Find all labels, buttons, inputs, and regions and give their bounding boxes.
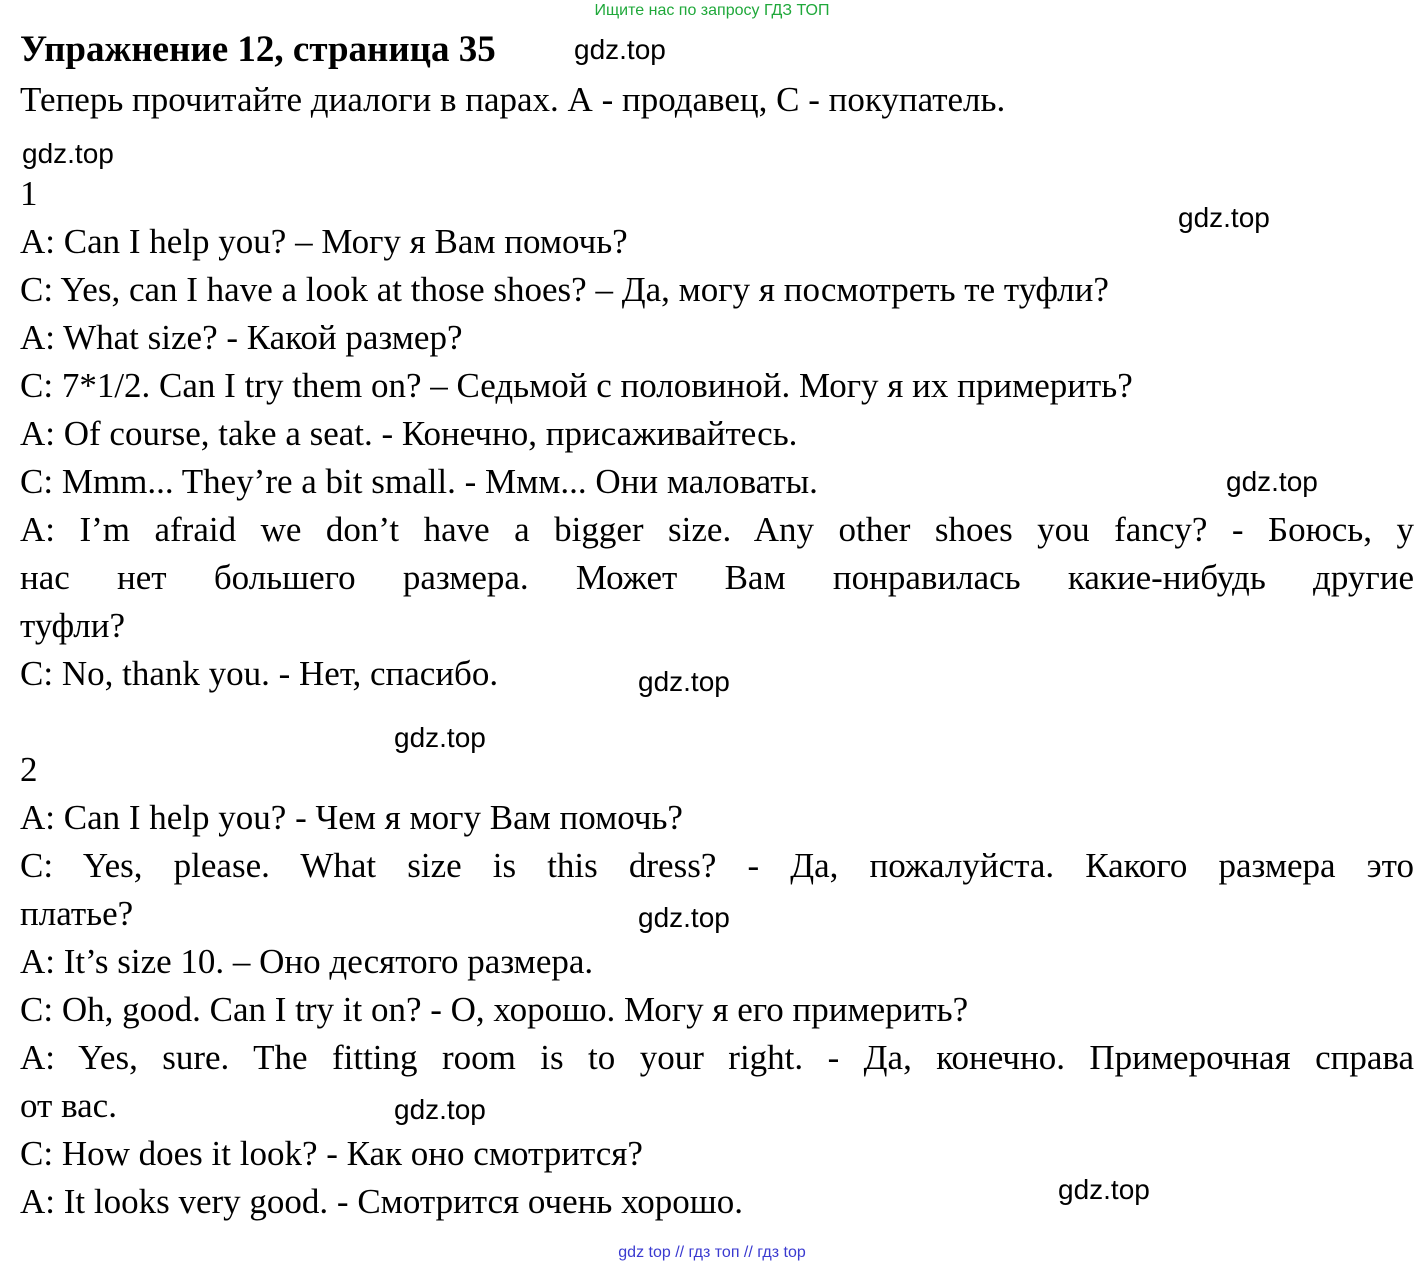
dialog-line: C: Yes, can I have a look at those shoes? – Да, могу я посмотреть те туфли? bbox=[20, 270, 1109, 309]
dialog-line: C: 7*1/2. Can I try them on? – Седьмой с половиной. Могу я их примерить? bbox=[20, 366, 1133, 405]
dialog-line: A: Can I help you? – Могу я Вам помочь? bbox=[20, 222, 628, 261]
watermark: gdz.top bbox=[1178, 202, 1270, 233]
watermark: gdz.top bbox=[1226, 466, 1318, 497]
dialog-line: C: How does it look? - Как оно смотрится? bbox=[20, 1134, 643, 1173]
dialog-line: C: No, thank you. - Нет, спасибо. bbox=[20, 654, 499, 693]
watermark: gdz.top bbox=[638, 666, 730, 697]
dialog-line: A: What size? - Какой размер? bbox=[20, 318, 463, 357]
dialog-line: A: I’m afraid we don’t have a bigger size. Any other shoes you fancy? - Боюсь, у bbox=[20, 510, 1414, 549]
dialog-line: C: Oh, good. Can I try it on? - О, хорошо. Могу я его примерить? bbox=[20, 990, 969, 1029]
dialog-2-number: 2 bbox=[20, 750, 38, 789]
dialog-line: платье? bbox=[20, 894, 134, 933]
instruction-text: Теперь прочитайте диалоги в парах. А - продавец, С - покупатель. bbox=[20, 80, 1006, 119]
watermark: gdz.top bbox=[394, 1094, 486, 1125]
dialog-line: A: It’s size 10. – Оно десятого размера. bbox=[20, 942, 594, 981]
dialog-line: A: Yes, sure. The fitting room is to your right. - Да, конечно. Примерочная справа bbox=[20, 1038, 1414, 1077]
dialog-line: C: Yes, please. What size is this dress? - Да, пожалуйста. Какого размера это bbox=[20, 846, 1414, 885]
dialog-line: A: It looks very good. - Смотрится очень хорошо. bbox=[20, 1182, 743, 1221]
dialog-line: A: Can I help you? - Чем я могу Вам помочь? bbox=[20, 798, 683, 837]
watermark: gdz.top bbox=[1058, 1174, 1150, 1205]
dialog-line: нас нет большего размера. Может Вам понравилась какие-нибудь другие bbox=[20, 558, 1414, 597]
top-search-note: Ищите нас по запросу ГДЗ ТОП bbox=[594, 2, 830, 19]
header-site-label: gdz.top bbox=[574, 34, 666, 65]
watermark: gdz.top bbox=[22, 138, 114, 169]
dialog-line: A: Of course, take a seat. - Конечно, присаживайтесь. bbox=[20, 414, 798, 453]
exercise-title: Упражнение 12, страница 35 bbox=[20, 29, 496, 70]
footer-links: gdz top // гдз топ // гдз top bbox=[618, 1244, 806, 1261]
dialog-line: туфли? bbox=[20, 606, 125, 645]
dialog-line: от вас. bbox=[20, 1086, 117, 1125]
watermark: gdz.top bbox=[394, 722, 486, 753]
watermark: gdz.top bbox=[638, 902, 730, 933]
dialog-1-number: 1 bbox=[20, 174, 38, 213]
dialog-line: C: Mmm... They’re a bit small. - Ммм... Они маловаты. bbox=[20, 462, 818, 501]
